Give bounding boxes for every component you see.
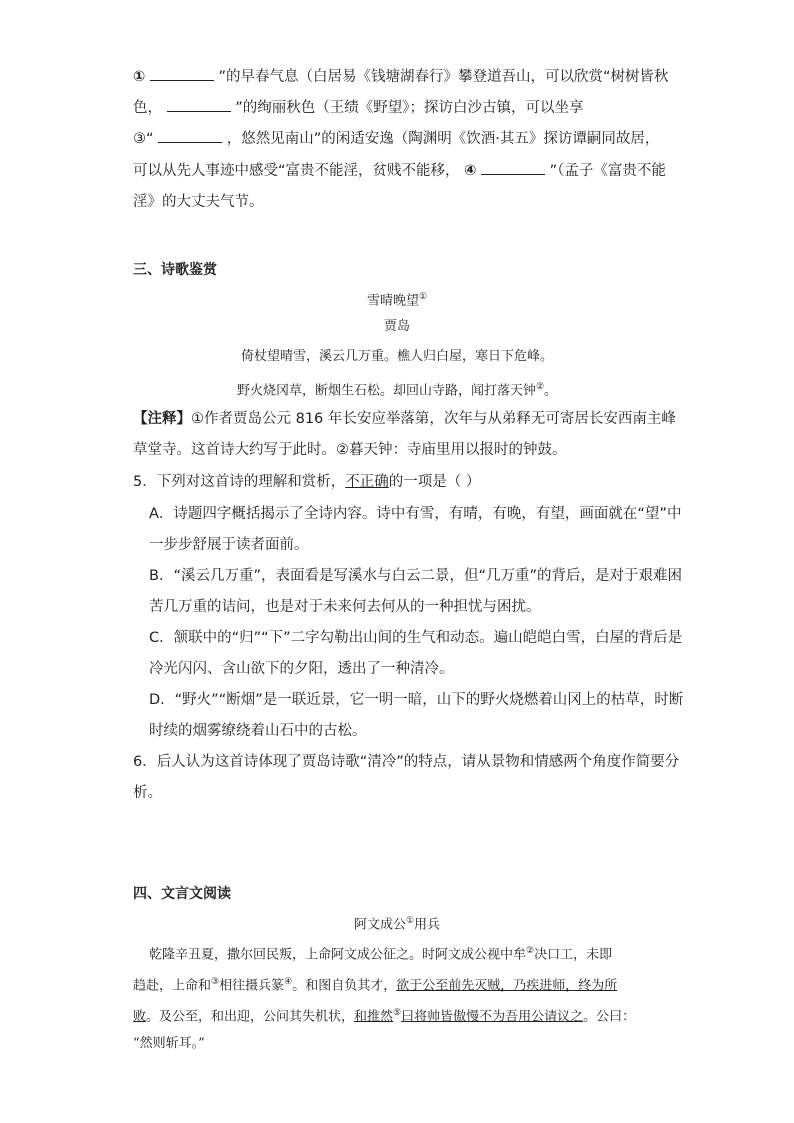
fill-line-2 [133, 97, 583, 118]
passage-line-1 [149, 941, 612, 965]
footnote-marker: ① [418, 292, 428, 302]
poem-title [0, 287, 794, 311]
option-c-line-2: 冷光闪闪、含山欲下的夕阳，透出了一种清冷。 [149, 661, 454, 677]
question-6-line-2: 析。 [133, 785, 162, 801]
answer-blank-1[interactable] [150, 66, 214, 81]
footnote-marker: ⑤ [393, 1008, 402, 1018]
passage-line-2 [133, 972, 617, 996]
passage-title [0, 911, 794, 935]
footnote-marker: ② [526, 946, 535, 956]
text: ，悠然见南山”的闲适安逸（陶渊明《饮酒·其五》探访谭嗣同故居， [226, 131, 660, 147]
option-d-line-1: D．“野火”“断烟”是一联近景，它一明一暗，山下的野火烧燃着山冈上的枯草，时断 [149, 692, 684, 708]
poem-title-text: 雪晴晚望 [366, 293, 419, 309]
text: ”的早春气息（白居易《钱塘湖春行》攀登道吾山，可以欣赏“树树皆秋 [218, 69, 669, 85]
passage-text: 。公曰： [583, 1009, 636, 1025]
annotation-line-2: 草堂寺。这首诗大约写于此时。②暮天钟：寺庙里用以报时的钟鼓。 [133, 442, 567, 458]
title-text: 阿文成公 [353, 917, 406, 933]
passage-line-4: “然则斩耳。” [133, 1036, 205, 1051]
punct: 。 [544, 383, 558, 399]
fill-line-5: 淫》的大丈夫气节。 [133, 194, 264, 210]
underlined-sentence: 欲于公至前先灭贼，乃疾进师，终为所 [396, 978, 618, 994]
passage-text: 。及公至，和出迎，公问其失机状， [146, 1009, 355, 1025]
passage-text: 相往摄兵篆 [219, 978, 285, 994]
question-5 [133, 472, 480, 492]
underlined-sentence: 曰将帅皆傲慢不为吾用公请议之 [401, 1009, 584, 1025]
option-a-line-1: A．诗题四字概括揭示了全诗内容。诗中有雪，有晴，有晚，有望，画面就在“望”中 [149, 506, 682, 522]
annotation-label: 【注释】 [133, 411, 191, 427]
text: 可以从先人事迹中感受“富贵不能淫，贫贱不能移， [133, 163, 460, 179]
poem-line-1: 倚杖望晴雪，溪云几万重。樵人归白屋，寒日下危峰。 [240, 349, 553, 364]
passage-line-3 [133, 1003, 635, 1027]
question-text: 的一项是（ ） [388, 474, 481, 490]
passage-text: 。和图自负其才， [292, 978, 397, 994]
section-heading-poetry: 三、诗歌鉴赏 [133, 262, 217, 278]
annotation-text: ①作者贾岛公元 816 年长安应举落第，次年与从弟释无可寄居长安西南主峰 [191, 411, 676, 427]
title-text: 用兵 [414, 917, 441, 933]
annotation-line-1 [133, 409, 676, 429]
passage-text: 趋赴，上命和 [133, 978, 212, 994]
option-c-line-1: C．颔联中的“归”“下”二字勾勒出山间的生气和动态。遍山皑皑白雪，白屋的背后是 [149, 630, 683, 646]
footnote-marker: ② [535, 382, 545, 392]
passage-text: 乾隆辛丑夏，撒尔回民叛，上命阿文成公征之。时阿文成公视中牟 [149, 947, 527, 963]
section-heading-classical: 四、文言文阅读 [133, 886, 231, 902]
text: ”的绚丽秋色（王绩《野望》；探访白沙古镇，可以坐享 [235, 100, 584, 116]
option-a-line-2: 一步步舒展于读者面前。 [149, 537, 309, 553]
footnote-marker: ③ [211, 977, 220, 987]
option-b-line-2: 苦几万重的诘问，也是对于未来何去何从的一种担忧与困扰。 [149, 599, 541, 615]
emphasis-text: 不正确 [345, 474, 389, 490]
poem-author: 贾岛 [383, 319, 410, 334]
footnote-marker: ④ [284, 977, 293, 987]
passage-text: 决口工，未即 [534, 947, 613, 963]
text: 色， [133, 100, 162, 116]
poem-line-2 [0, 377, 794, 401]
footnote-marker: ① [405, 916, 415, 926]
blank-number: ① [133, 69, 146, 85]
question-text: 5．下列对这首诗的理解和赏析， [133, 474, 346, 490]
text: ”（孟子《富贵不能 [549, 163, 666, 179]
underlined-sentence: 败 [133, 1009, 147, 1025]
option-b-line-1: B．“溪云几万重”，表面看是写溪水与白云二景，但“几万重”的背后，是对于艰难困 [149, 568, 682, 584]
poem-line-2-text: 野火烧冈草，断烟生石松。却回山寺路，闻打落天钟 [236, 383, 536, 399]
fill-line-1 [133, 66, 669, 87]
text: ③“ [133, 131, 154, 147]
question-6-line-1: 6．后人认为这首诗体现了贾岛诗歌“清冷”的特点，请从景物和情感两个角度作简要分 [133, 754, 680, 770]
underlined-sentence: 和推然 [354, 1009, 394, 1025]
blank-number: ④ [464, 163, 477, 179]
answer-blank-2[interactable] [167, 97, 231, 112]
answer-blank-4[interactable] [481, 160, 545, 175]
answer-blank-3[interactable] [158, 128, 222, 143]
fill-line-3 [133, 128, 659, 149]
fill-line-4 [133, 160, 666, 181]
option-d-line-2: 时续的烟雾缭绕着山石中的古松。 [149, 723, 367, 739]
